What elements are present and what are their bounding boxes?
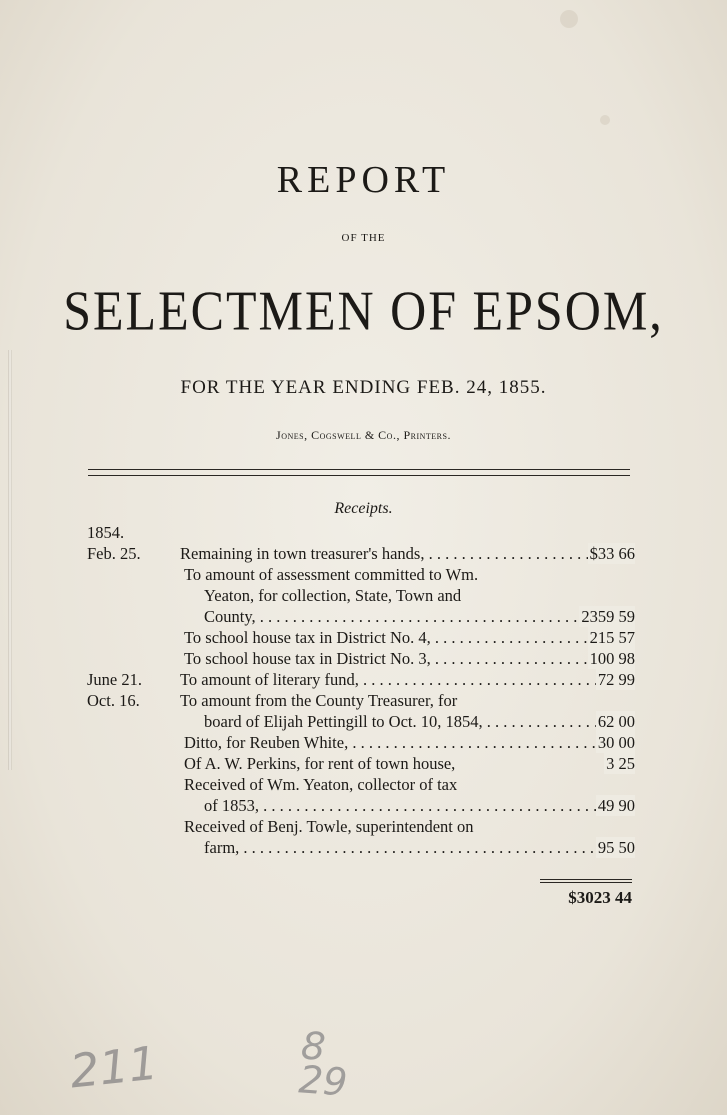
ledger-row (87, 564, 635, 585)
total-rule (540, 879, 632, 880)
ledger-description-text: Yeaton, for collection, State, Town and (204, 586, 462, 605)
ledger-description (184, 648, 635, 669)
ledger-description-text: To amount of literary fund, (180, 670, 359, 689)
ledger-date: Oct. 16. (87, 691, 140, 710)
ledger-description (180, 543, 635, 564)
ledger-amount: 215 57 (589, 628, 635, 647)
ledger-date: Feb. 25. (87, 544, 141, 563)
ledger-description-text: To amount of assessment committed to Wm. (184, 565, 479, 584)
ledger-amount: 72 99 (597, 670, 635, 689)
year-row (87, 522, 635, 543)
ledger-description-text: farm, (204, 838, 240, 857)
ledger-row (87, 543, 635, 564)
ledger-amount: 95 50 (597, 838, 635, 857)
binding-fold (8, 350, 12, 770)
ledger-amount: 30 00 (597, 733, 635, 752)
ledger-row (87, 669, 635, 690)
ledger-date: June 21. (87, 670, 142, 689)
ledger-description-text: County, (204, 607, 256, 626)
printers-line: Jones, Cogswell & Co., Printers. (276, 428, 451, 442)
ledger-description-text: board of Elijah Pettingill to Oct. 10, 1854, (204, 712, 483, 731)
ledger-row (87, 711, 635, 732)
pencil-annotation: 211 (67, 1035, 161, 1099)
ledger-description (180, 669, 635, 690)
ledger-description-text: Remaining in town treasurer's hands, (180, 544, 425, 563)
ledger-amount: $33 66 (589, 544, 635, 563)
ledger-description (184, 816, 635, 837)
ledger-row (87, 585, 635, 606)
ledger-description (204, 795, 635, 816)
ledger-description (184, 564, 635, 585)
divider-rule (88, 469, 630, 470)
receipts-ledger (87, 522, 635, 858)
ledger-row (87, 627, 635, 648)
ledger-description (204, 606, 635, 627)
ledger-description-text: To amount from the County Treasurer, for (180, 691, 458, 710)
stain (560, 10, 578, 28)
ledger-row (87, 774, 635, 795)
stain (600, 115, 610, 125)
ledger-description-text: Received of Wm. Yeaton, collector of tax (184, 775, 458, 794)
ledger-row (87, 690, 635, 711)
ledger-description-text: To school house tax in District No. 3, (184, 649, 431, 668)
receipts-total: $3023 44 (568, 888, 632, 907)
ledger-row (87, 795, 635, 816)
ledger-description-text: Ditto, for Reuben White, (184, 733, 349, 752)
ledger-row (87, 606, 635, 627)
receipts-heading: Receipts. (334, 500, 393, 517)
ledger-amount: 100 98 (589, 649, 635, 668)
ledger-amount: 49 90 (597, 796, 635, 815)
of-the-label: OF THE (341, 232, 386, 244)
ledger-description (204, 585, 635, 606)
ledger-row (87, 732, 635, 753)
ledger-description (204, 837, 635, 858)
ledger-description (184, 753, 635, 774)
ledger-description (204, 711, 635, 732)
ledger-description (184, 627, 635, 648)
report-title: REPORT (276, 159, 451, 201)
ledger-amount: 62 00 (597, 712, 635, 731)
ledger-description-text: Received of Benj. Towle, superintendent on (184, 817, 474, 836)
ledger-description (184, 732, 635, 753)
year-ending-line: FOR THE YEAR ENDING FEB. 24, 1855. (180, 377, 547, 398)
ledger-amount: 2359 59 (581, 607, 635, 626)
total-rule (540, 882, 632, 883)
ledger-year: 1854. (87, 523, 125, 542)
ledger-amount: 3 25 (606, 754, 635, 773)
ledger-row (87, 837, 635, 858)
ledger-description-text: of 1853, (204, 796, 259, 815)
pencil-annotation: 8 29 (297, 1023, 349, 1105)
divider-rule (88, 475, 630, 476)
selectmen-heading: SELECTMEN OF EPSOM, (63, 279, 664, 342)
ledger-row (87, 753, 635, 774)
ledger-description-text: Of A. W. Perkins, for rent of town house, (184, 754, 456, 773)
ledger-description (184, 774, 635, 795)
ledger-description (180, 690, 635, 711)
ledger-row (87, 648, 635, 669)
ledger-description-text: To school house tax in District No. 4, (184, 628, 431, 647)
ledger-row (87, 816, 635, 837)
